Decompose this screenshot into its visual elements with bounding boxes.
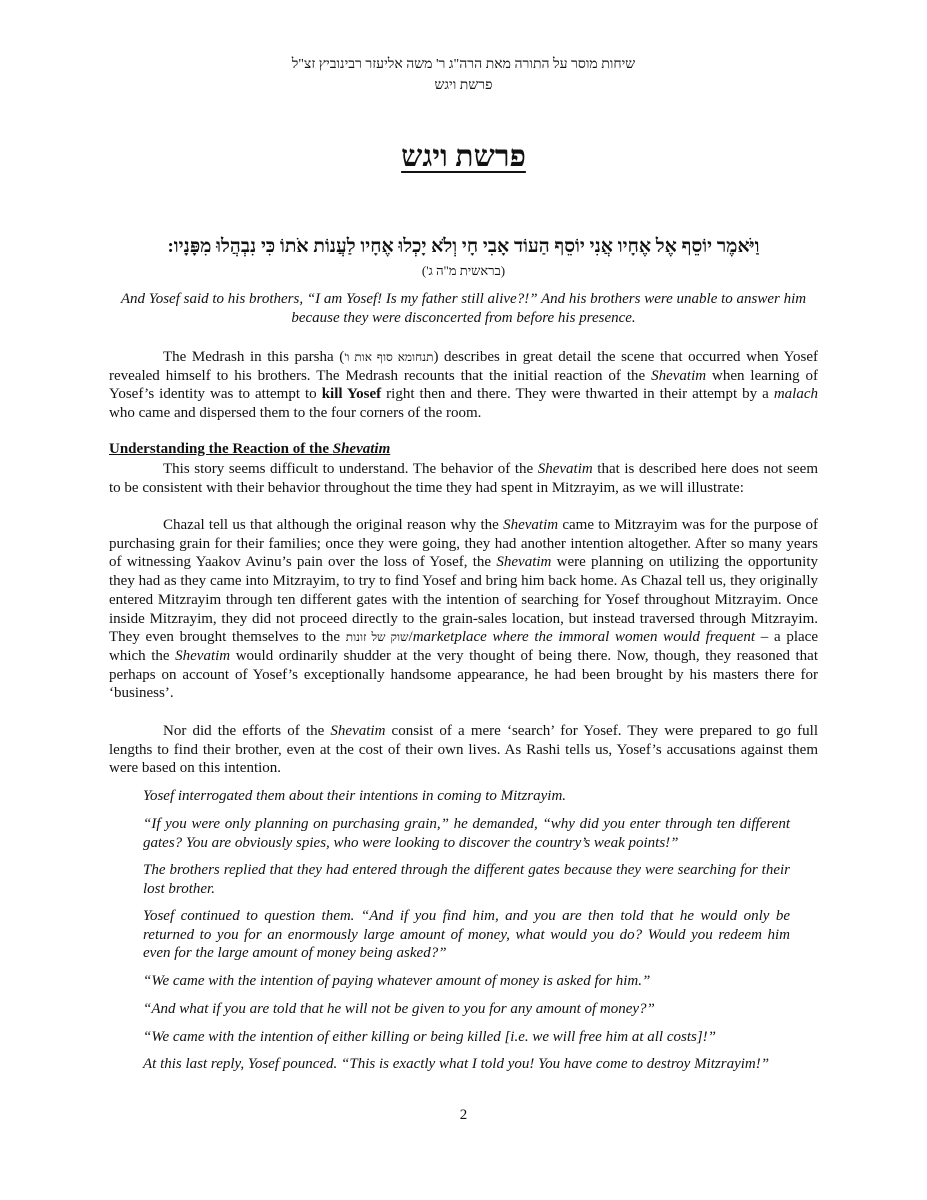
section-heading: [109, 441, 390, 458]
running-header-parsha: פרשת ויגש: [434, 78, 493, 93]
page-number: 2: [459, 1107, 468, 1123]
quote-block: [143, 815, 790, 852]
page-title: [0, 140, 927, 174]
italic-phrase: marketplace where the immoral women would frequent: [412, 629, 756, 646]
text-run: Nor did the efforts of the: [163, 723, 331, 739]
text-run: would ordinarily shudder at the very thought of being there. Now, though, they reasoned that perhaps on account of Yosef’s exceptionally handsome appearance, he had been brought by his masters there for ‘business’.: [109, 647, 819, 702]
bold-phrase: kill Yosef: [321, 386, 382, 403]
italic-term: Shevatim: [537, 461, 593, 477]
text-run: were planning on utilizing the opportunity they had as they came into Mitzrayim, to try to find Yosef and bring him back home. As Chazal tell us, they originally entered Mitzrayim through ten different gates with the intention of searching for Yosef throughout Mitzrayim. Once inside Mitzrayim, they did not proceed directly to the grain-sales location, but instead traversed through Mitzrayim. They even brought themselves to the: [109, 554, 818, 646]
quote-paragraph: “If you were only planning on purchasing grain,” he demanded, “why did you enter through ten different gates? You are obviously spies, who were looking to discover the country’s weak points!”: [143, 816, 790, 851]
quote-block: [143, 1000, 790, 1019]
quote-paragraph: Yosef continued to question them. “And if you find him, and you are then told that he would only be returned to you for an enormously large amount of money, what would you do? Would you redeem him even for the large amount of money being asked?”: [143, 908, 790, 962]
hebrew-citation: תנחומא סוף אות ו': [344, 350, 434, 364]
hebrew-phrase: שוק של זונות: [345, 630, 409, 645]
quote-block: [143, 972, 790, 991]
text-run: came to Mitzrayim was for the purpose of purchasing grain for their families; once they were going, they had another intention altogether. After so many years of witnessing Yaakov Avinu’s pain over the loss of Yosef, the: [109, 517, 818, 571]
text-run: who came and dispersed them to the four corners of the room.: [109, 405, 482, 422]
italic-term: Shevatim: [496, 554, 552, 571]
verse-source: (בראשית מ"ה ג'): [421, 263, 506, 278]
text-run: consist of a mere ‘search’ for Yosef. They were prepared to go full lengths to find their brother, even at the cost of their own lives. As Rashi tells us, Yosef’s accusations against them were based on this intention.: [109, 723, 818, 777]
quote-block: [143, 907, 790, 963]
quote-paragraph: “We came with the intention of paying whatever amount of money is asked for him.”: [143, 973, 651, 989]
text-run: The Medrash in this parsha (: [163, 349, 345, 365]
italic-term: Shevatim: [503, 517, 559, 533]
paragraph-difficulty: [109, 460, 818, 497]
paragraph-efforts: [109, 722, 818, 778]
quote-paragraph: The brothers replied that they had entered through the different gates because they were searching for their lost brother.: [143, 862, 790, 897]
heading-text: Understanding the Reaction of the: [109, 441, 333, 457]
text-run: This story seems difficult to understand. The behavior of the: [163, 461, 538, 477]
quote-block: [143, 1055, 790, 1074]
quote-paragraph: “We came with the intention of either killing or being killed [i.e. we will free him at all costs]!”: [143, 1029, 716, 1045]
quote-paragraph: “And what if you are told that he will not be given to you for any amount of money?”: [143, 1001, 655, 1017]
text-run: /: [408, 629, 413, 646]
quote-paragraph: Yosef interrogated them about their intentions in coming to Mitzrayim.: [143, 788, 567, 804]
text-run: that is described here does not seem to be consistent with their behavior throughout the time they had spent in Mitzrayim, as we will illustrate:: [109, 461, 819, 496]
paragraph-chazal: [109, 516, 818, 703]
text-run: when learning of Yosef’s identity was to attempt to: [109, 367, 818, 403]
text-run: Chazal tell us that although the original reason why the: [163, 517, 504, 533]
quote-block: [143, 787, 790, 806]
italic-term: Shevatim: [651, 367, 707, 384]
paragraph-medrash: [109, 348, 818, 423]
verse-hebrew: וַיֹּאמֶר יוֹסֵף אֶל אֶחָיו אֲנִי יוֹסֵף הַעוֹד אָבִי חָי וְלֹא יָכְלוּ אֶחָיו לַעֲנוֹת אֹתוֹ כִּי נִבְהֲלוּ מִפָּנָיו:: [167, 236, 760, 257]
text-run: – a place which the: [109, 629, 818, 664]
quote-paragraph: At this last reply, Yosef pounced. “This is exactly what I told you! You have come to destroy Mitzrayim!”: [143, 1056, 770, 1072]
quote-block: [143, 1028, 790, 1047]
text-run: right then and there. They were thwarted in their attempt by a: [381, 386, 774, 403]
heading-italic: Shevatim: [332, 441, 391, 457]
italic-term: Shevatim: [175, 647, 231, 664]
verse-translation: And Yosef said to his brothers, “I am Yosef! Is my father still alive?!” And his brothers were unable to answer him because they were disconcerted from before his presence.: [120, 291, 807, 326]
text-run: ) describes in great detail the scene that occurred when Yosef revealed himself to his brothers. The Medrash recounts that the initial reaction of the: [109, 349, 818, 384]
page-title-text: פרשת ויגש: [401, 140, 526, 173]
running-header-author: שיחות מוסר על התורה מאת הרה"ג ר' משה אליעזר רבינוביץ זצ"ל: [291, 57, 636, 72]
italic-term: malach: [773, 386, 818, 403]
quote-block: [143, 861, 790, 898]
italic-term: Shevatim: [330, 723, 386, 739]
